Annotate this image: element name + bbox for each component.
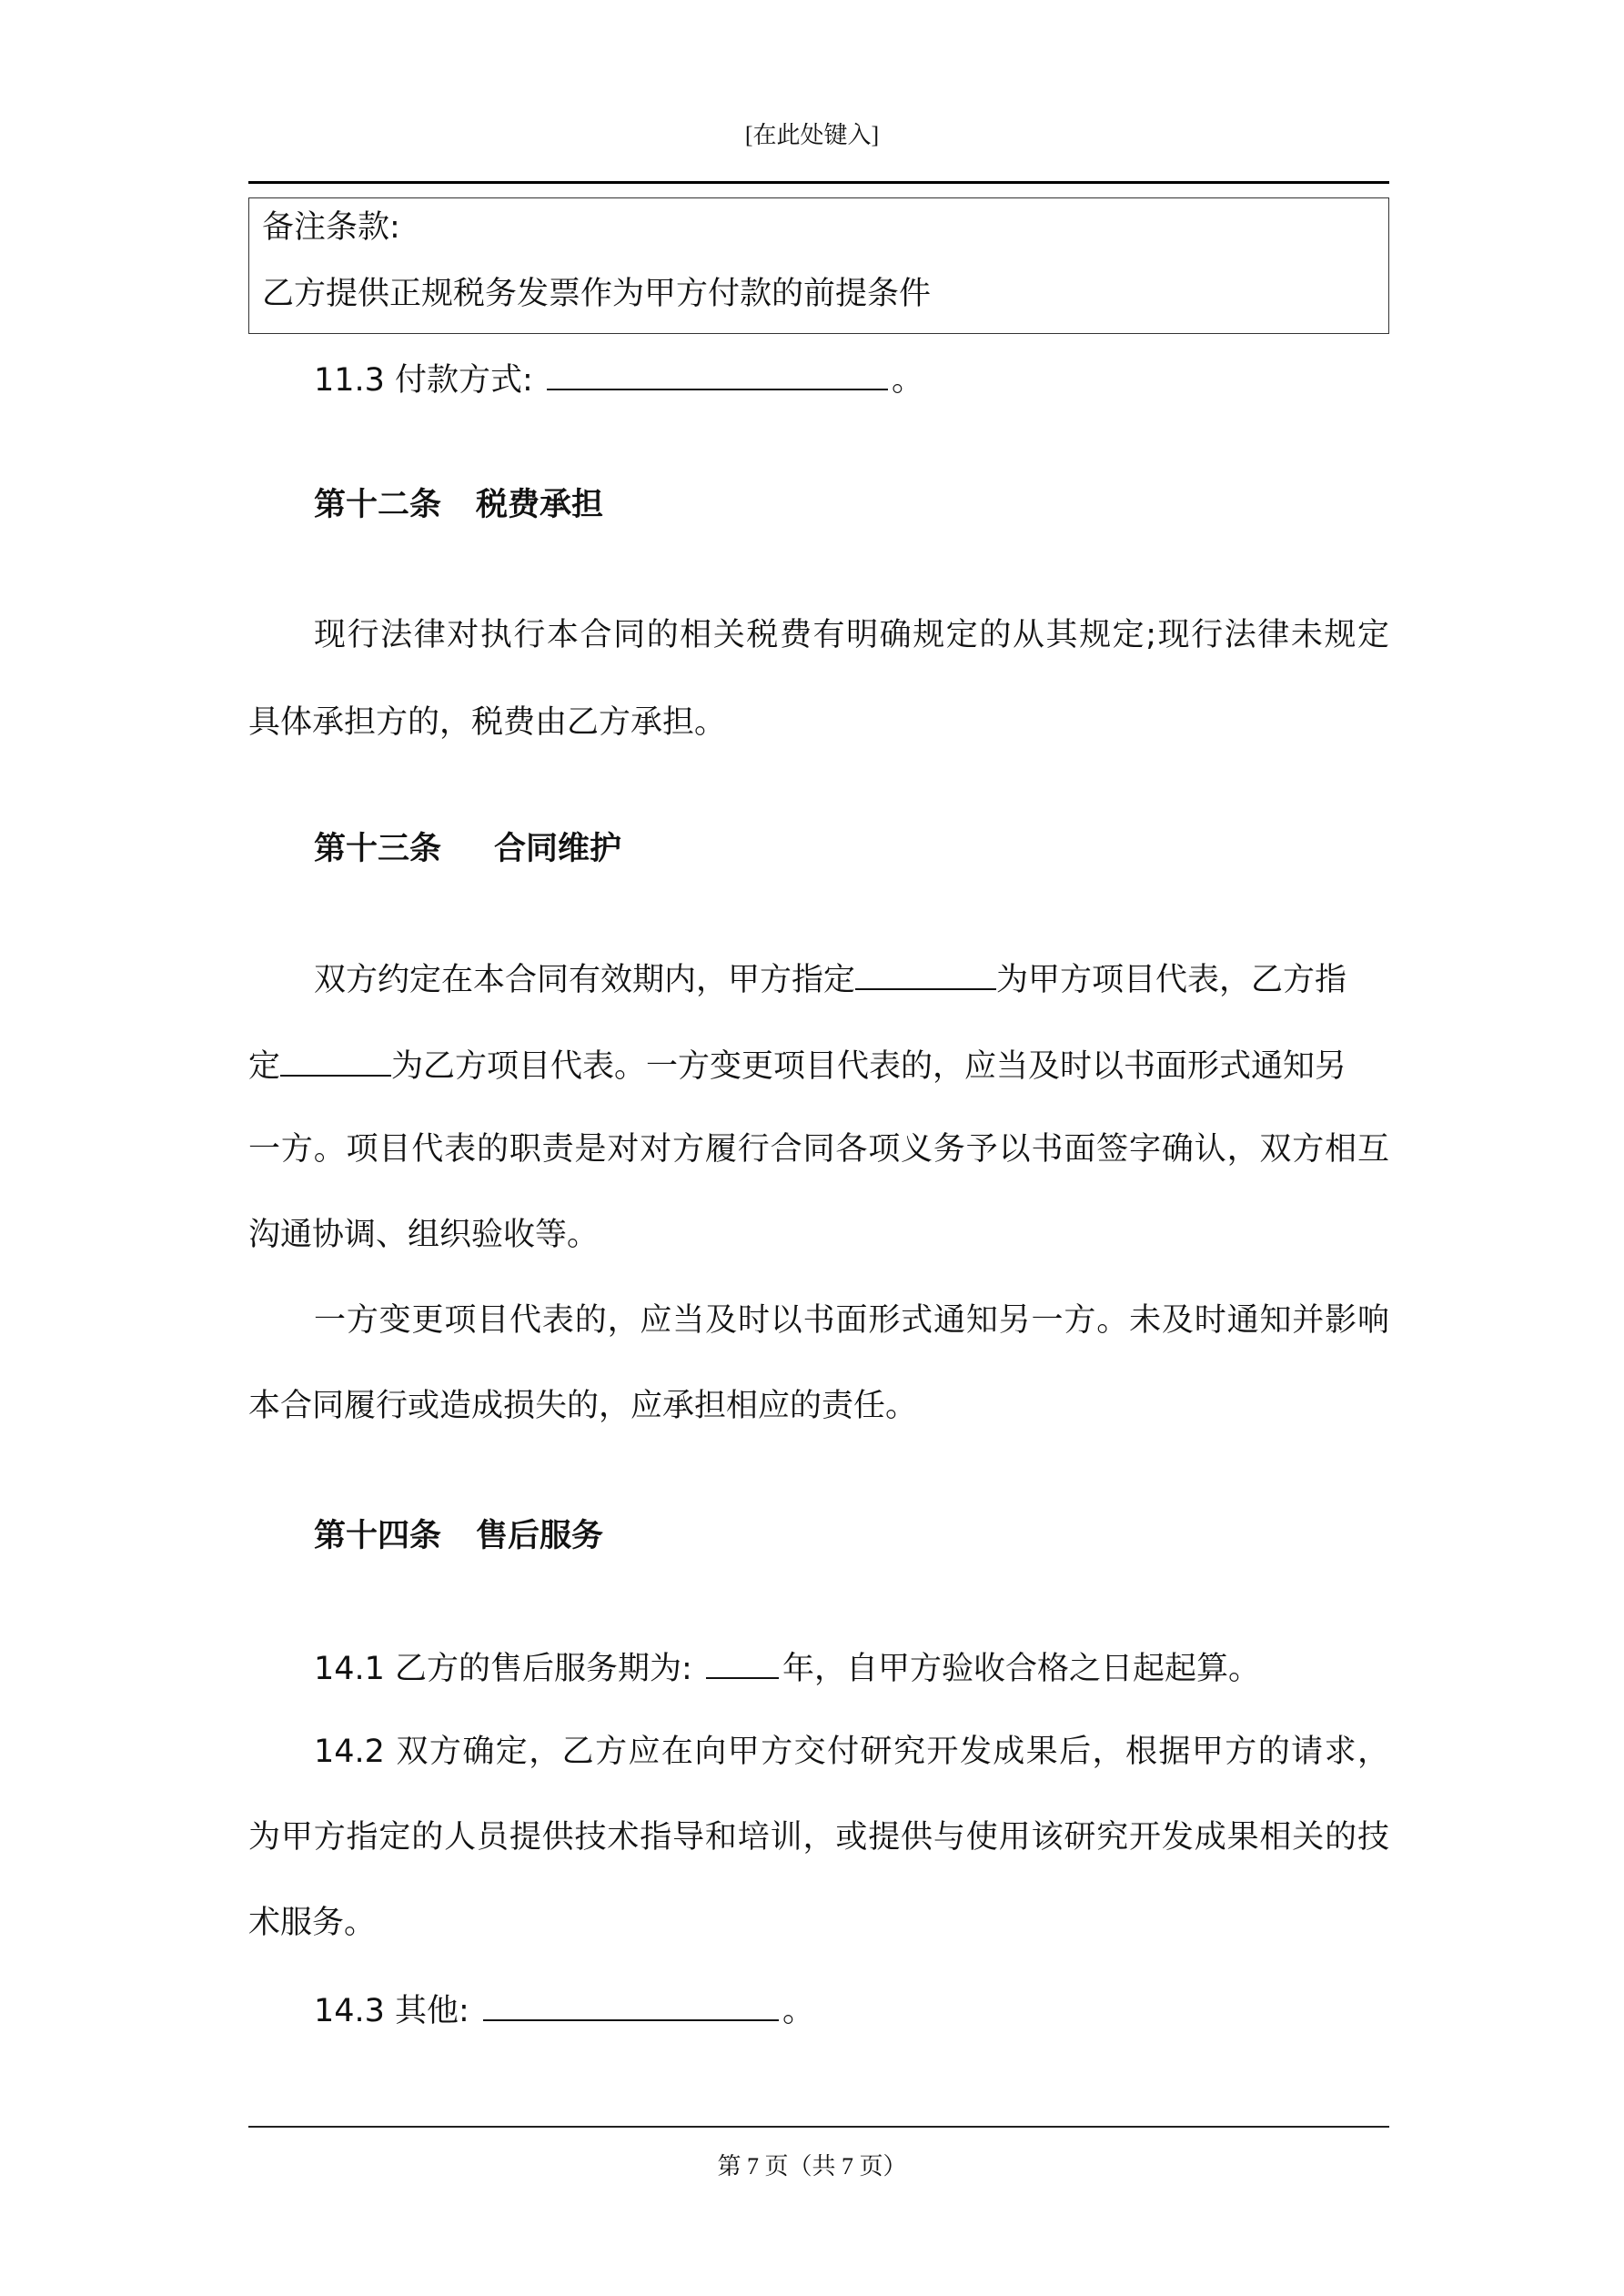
payment-method-blank[interactable]: [547, 358, 888, 390]
party-a-rep-blank[interactable]: [855, 957, 996, 990]
other-blank[interactable]: [483, 1988, 779, 2021]
paragraph-line: 一方。项目代表的职责是对对方履行合同各项义务予以书面签字确认，双方相互: [248, 1131, 1389, 1168]
article-13-heading: [248, 829, 1389, 869]
paragraph-line: 术服务。: [248, 1905, 377, 1941]
paragraph-line: 沟通协调、组织验收等。: [248, 1217, 600, 1253]
paragraph-line: 现行法律对执行本合同的相关税费有明确规定的从其规定;现行法律未规定: [314, 617, 1389, 653]
page-number: 第 7 页（共 7 页）: [717, 2153, 907, 2180]
text: 为甲方项目代表，乙方指: [996, 962, 1347, 998]
remark-title: 备注条款:: [262, 209, 400, 246]
clause-14-1: [248, 1646, 1389, 1689]
text: 双方约定在本合同有效期内，甲方指定: [314, 962, 856, 998]
article-14-heading: [248, 1516, 1389, 1556]
text: 年，自甲方验收合格之日起起算。: [782, 1651, 1261, 1687]
article-number: 第十三条: [314, 831, 442, 867]
paragraph-line: 本合同履行或造成损失的，应承担相应的责任。: [248, 1388, 918, 1424]
clause-11-3: [248, 358, 1389, 400]
text: 为乙方项目代表。一方变更项目代表的，应当及时以书面形式通知另: [391, 1048, 1347, 1085]
page-header: [在此处键入]: [744, 122, 880, 148]
remark-box: [248, 197, 1389, 334]
header-rule: [248, 181, 1389, 184]
clause-14-3: [248, 1988, 1389, 2031]
article-title: 合同维护: [494, 831, 622, 867]
paragraph-line: 为甲方指定的人员提供技术指导和培训，或提供与使用该研究开发成果相关的技: [248, 1819, 1389, 1856]
article-12-heading: [248, 485, 1389, 525]
party-b-rep-blank[interactable]: [280, 1044, 391, 1077]
clause-14-2: 14.2 双方确定，乙方应在向甲方交付研究开发成果后，根据甲方的请求，: [314, 1734, 1389, 1770]
text: 定: [248, 1048, 281, 1085]
paragraph-line: 具体承担方的，税费由乙方承担。: [248, 704, 727, 741]
service-years-blank[interactable]: [706, 1646, 779, 1679]
paragraph-line: 一方变更项目代表的，应当及时以书面形式通知另一方。未及时通知并影响: [314, 1302, 1389, 1339]
text: 14.3 其他:: [314, 1993, 469, 2029]
period: 。: [782, 1993, 815, 2029]
article-number: 第十二条: [314, 487, 442, 523]
footer-rule: [248, 2126, 1389, 2128]
clause-label: 11.3 付款方式:: [314, 362, 533, 399]
article-title: 售后服务: [476, 1518, 604, 1554]
paragraph-line: [248, 1044, 1389, 1087]
period: 。: [892, 362, 924, 399]
article-title: 税费承担: [476, 487, 604, 523]
text: 14.1 乙方的售后服务期为:: [314, 1651, 692, 1687]
article-number: 第十四条: [314, 1518, 442, 1554]
remark-content: 乙方提供正规税务发票作为甲方付款的前提条件: [262, 276, 932, 312]
paragraph-line: [248, 957, 1389, 1000]
